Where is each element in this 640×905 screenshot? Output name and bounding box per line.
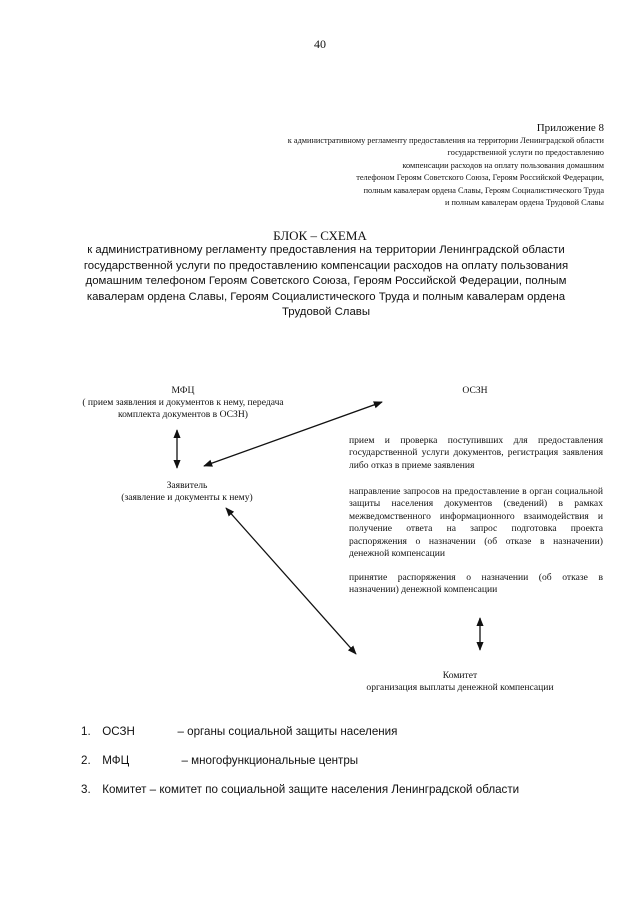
scheme-subtitle: к административному регламенту предоставления на территории Ленинградской области государственной услуги по предоставлению компенсации расходов на оплату пользования домашним телефоном Героям Советского Союза, Героям Российской Федерации, полным кавалерам ордена Славы, Героям Социалистического Труда и полным кавалерам ордена Трудовой Славы — [83, 244, 569, 318]
appendix-line: и полным кавалерам ордена Трудовой Славы — [444, 198, 604, 208]
appendix-title: Приложение 8 — [536, 122, 604, 134]
legend-abbr: ОСЗН — [102, 725, 135, 738]
oszn-step-decision: принятие распоряжения о назначении (об отказе в назначении) денежной компенсации — [349, 572, 603, 596]
appendix-line: телефоном Героям Советского Союза, Героям Российской Федерации, — [356, 173, 604, 183]
legend-number: 3. — [81, 783, 91, 796]
committee-name: Комитет — [442, 670, 478, 681]
scheme-title: БЛОК – СХЕМА — [273, 228, 367, 243]
oszn-step-receive: прием и проверка поступивших для предоставления государственной услуги документов, регистрация заявления либо отказ в приеме заявления — [349, 435, 603, 471]
legend-number: 2. — [81, 754, 91, 767]
oszn-name: ОСЗН — [462, 385, 488, 396]
legend-item-mfc — [81, 754, 358, 767]
committee-description: организация выплаты денежной компенсации — [366, 682, 554, 693]
arrow-applicant-oszn — [204, 402, 382, 466]
legend-item-committee — [81, 783, 519, 796]
appendix-line: полным кавалерам ордена Славы, Героям Социалистического Труда — [363, 185, 604, 195]
legend-item-oszn — [81, 725, 397, 738]
legend-text: – комитет по социальной защите населения Ленинградской области — [149, 783, 520, 796]
legend-number: 1. — [81, 725, 91, 738]
appendix-line: государственной услуги по предоставлению — [447, 148, 604, 158]
applicant-name: Заявитель — [166, 480, 208, 491]
appendix-line: компенсации расходов на оплату пользования домашним — [402, 160, 604, 170]
legend-abbr: Комитет — [102, 783, 147, 796]
legend-text: – органы социальной защиты населения — [177, 725, 398, 738]
legend-abbr: МФЦ — [102, 754, 130, 767]
appendix-line: к административному регламенту предоставления на территории Ленинградской области — [287, 136, 604, 145]
arrow-applicant-committee — [226, 508, 356, 654]
legend-text: – многофункциональные центры — [181, 754, 359, 767]
page-number: 40 — [314, 37, 326, 51]
oszn-step-requests: направление запросов на предоставление в орган социальной защиты населения документов (сведений) в рамках межведомственного информационного взаимодействия и получение ответа на запрос подготовка проекта распоряжения о назначении (об отказе в назначении) денежной компенсации — [349, 486, 603, 560]
applicant-description: (заявление и документы к нему) — [121, 492, 253, 503]
mfc-name: МФЦ — [171, 385, 195, 396]
mfc-description: ( прием заявления и документов к нему, передача комплекта документов в ОСЗН) — [82, 397, 284, 420]
